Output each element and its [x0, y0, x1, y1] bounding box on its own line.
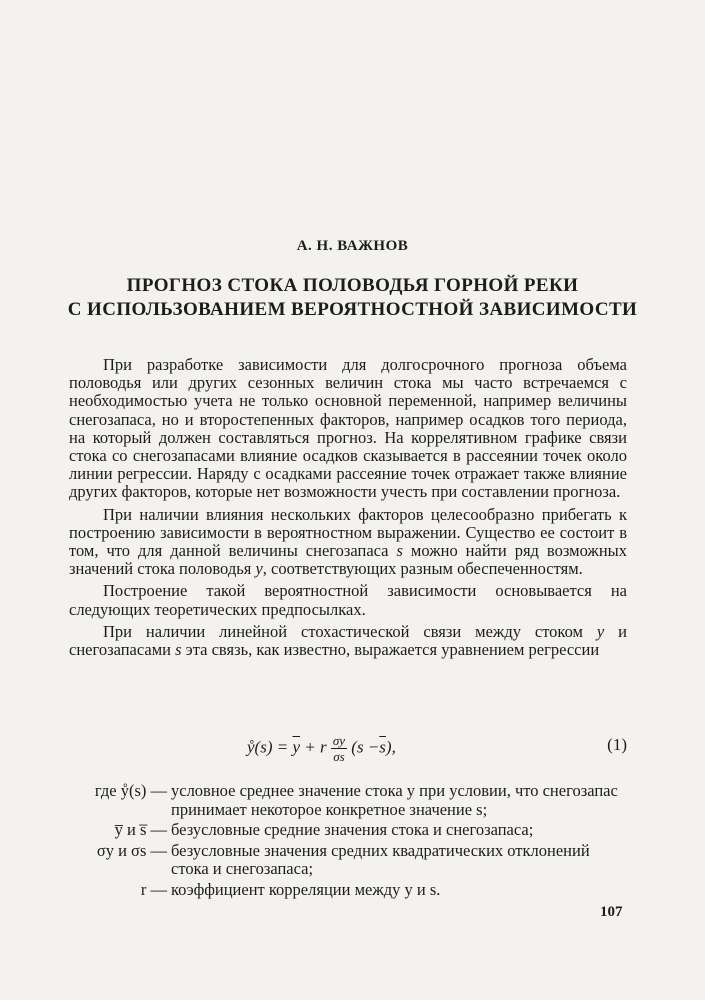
p2-text-c: , соответствующих разным обеспеченностям.: [262, 559, 583, 579]
definition-text: условное среднее значение стока y при условии, что снегозапас принимает некоторое конкретное значение s;: [171, 781, 618, 819]
formula-expression: [247, 733, 396, 764]
title-line-2: С ИСПОЛЬЗОВАНИЕМ ВЕРОЯТНОСТНОЙ ЗАВИСИМОСТИ: [67, 299, 638, 320]
p4-text-a: При наличии линейной стохастической связи между стоком: [103, 621, 597, 641]
paragraph-3: Построение такой вероятностной зависимости основывается на следующих теоретических предпосылках.: [69, 581, 627, 619]
page-number: 107: [600, 904, 623, 920]
definition-symbol: y̅ и s̅ —: [114, 820, 167, 839]
p4-text-c: эта связь, как известно, выражается уравнением регрессии: [181, 640, 600, 660]
formula-paren-close: ),: [385, 737, 396, 757]
definition-item: [69, 842, 629, 879]
definition-text: безусловные значения средних квадратических отклонений стока и снегозапаса;: [171, 840, 590, 878]
formula-sbar: $\overline{s}$: [379, 737, 386, 757]
formula-ybar: $\overline{y}$: [292, 737, 301, 757]
p2-var-y: y: [255, 559, 263, 579]
formula-paren-open: (s −: [351, 737, 380, 757]
formula-fraction: [331, 733, 347, 764]
article-title: [0, 274, 705, 322]
definition-symbol: r —: [140, 879, 167, 899]
definition-text: безусловные средние значения стока и снегозапаса;: [171, 820, 534, 839]
definition-item: [69, 782, 629, 819]
author: А. Н. ВАЖНОВ: [296, 238, 409, 254]
paragraph-4: [69, 623, 627, 659]
equation-number: (1): [607, 735, 627, 754]
article-body: [69, 356, 627, 659]
definition-symbol: где ẙ(s) —: [94, 781, 167, 800]
p2-text-b: можно найти ряд возможных значений стока половодья: [69, 541, 627, 579]
formula-numerator: σy: [332, 733, 346, 748]
formula-plus-r: + r: [304, 737, 327, 757]
paragraph-2: [69, 506, 627, 579]
definition-text: коэффициент корреляции между y и s.: [171, 879, 441, 899]
definition-symbol: σy и σs —: [96, 840, 167, 860]
p2-var-s: s: [396, 541, 403, 561]
regression-formula: [69, 729, 627, 773]
p2-text-a: При наличии влияния нескольких факторов целесообразно прибегать к построению зависимости в вероятностном выражении. Существо ее состоит в том, что для данной величины снегозапаса: [69, 504, 627, 561]
formula-lhs: ẙ(s) =: [247, 737, 289, 757]
title-line-1: ПРОГНОЗ СТОКА ПОЛОВОДЬЯ ГОРНОЙ РЕКИ: [126, 275, 579, 296]
formula-denominator: σs: [333, 749, 345, 764]
p4-text-b: и снегозапасами: [69, 621, 627, 660]
p4-var-s: s: [175, 640, 182, 660]
definitions-list: [69, 782, 629, 901]
definition-item: [69, 821, 629, 840]
p4-var-y: y: [596, 621, 605, 641]
definition-item: [69, 881, 629, 900]
paragraph-1: При разработке зависимости для долгосрочного прогноза объема половодья или других сезонных величин стока мы часто встречаемся с необходимостью учета не только основной переменной, например величины снегозапаса, но и второстепенных факторов, например осадков того периода, на который должен составляться прогноз. На коррелятивном графике связи стока со снегозапасами влияние осадков сказывается в рассеянии точек около линии регрессии. Наряду с осадками рассеяние точек отражает также влияние других факторов, которые нет возможности учесть при составлении прогноза.: [69, 355, 627, 502]
